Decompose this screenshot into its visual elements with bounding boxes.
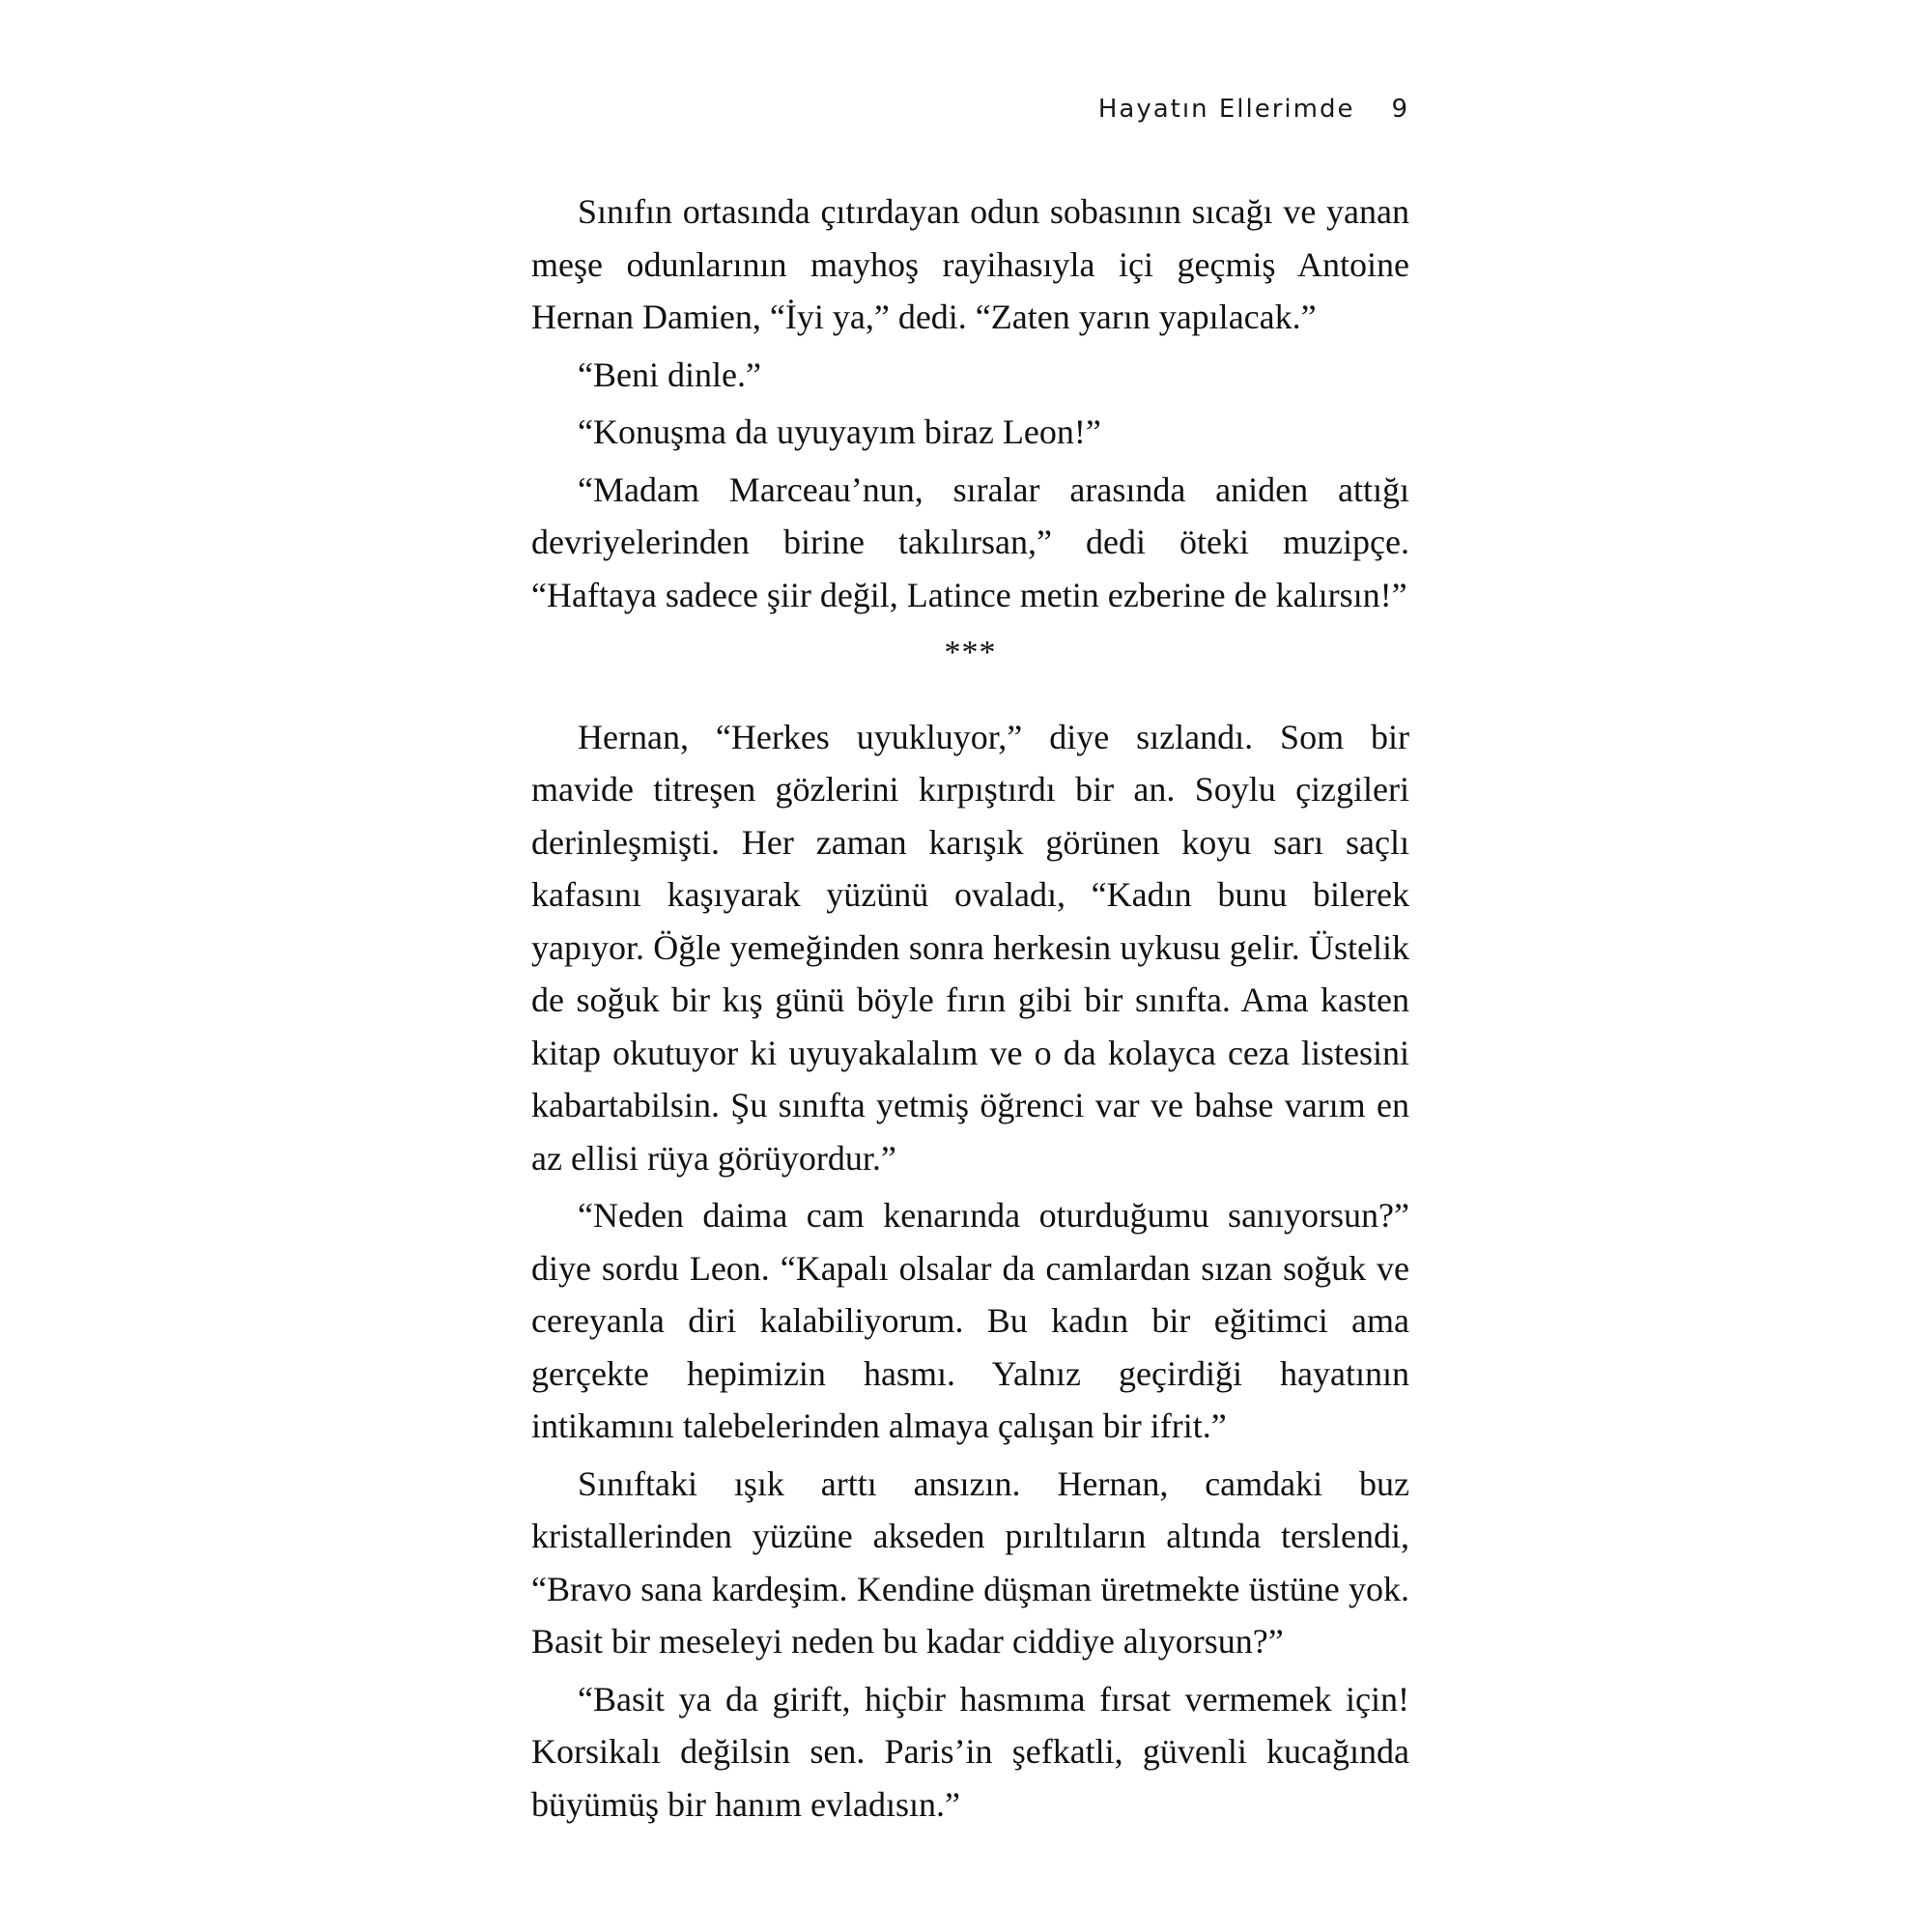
body-text: [531, 185, 1409, 1835]
scene-break: ***: [944, 635, 997, 670]
paragraph: “Beni dinle.”: [578, 355, 761, 394]
paragraph: “Madam Marceau’nun, sıralar arasında aniden attığı devriyelerinden birine takılırsan,” dedi öteki muzipçe. “Haftaya sadece şiir değil, Latince metin ezberine de kalırsın!”: [531, 469, 1409, 614]
book-title: Hayatın Ellerimde: [1097, 95, 1355, 124]
paragraph: Sınıfın ortasında çıtırdayan odun sobasının sıcağı ve yanan meşe odunlarının mayhoş rayihasıyla içi geçmiş Antoine Hernan Damien, “İyi ya,” dedi. “Zaten yarın yapılacak.”: [531, 192, 1409, 336]
running-header: [1043, 95, 1409, 124]
paragraph: Sınıftaki ışık arttı ansızın. Hernan, camdaki buz kristallerinden yüzüne akseden pırıltıların altında terslendi, “Bravo sana kardeşim. Kendine düşman üretmekte üstüne yok. Basit bir meseleyi neden bu kadar ciddiye alıyorsun?”: [531, 1463, 1409, 1661]
paragraph: “Neden daima cam kenarında oturduğumu sanıyorsun?” diye sordu Leon. “Kapalı olsalar da camlardan sızan soğuk ve cereyanla diri kalabiliyorum. Bu kadın bir eğitimci ama gerçekte hepimizin hasmı. Yalnız geçirdiği hayatının intikamını talebelerinden almaya çalışan bir ifrit.”: [531, 1196, 1409, 1445]
paragraph: “Konuşma da uyuyayım biraz Leon!”: [578, 412, 1101, 451]
paragraph: Hernan, “Herkes uyukluyor,” diye sızlandı. Som bir mavide titreşen gözlerini kırpıştırdı bir an. Soylu çizgileri derinleşmişti. Her zaman karışık görünen koyu sarı saçlı kafasını kaşıyarak yüzünü ovaladı, “Kadın bunu bilerek yapıyor. Öğle yemeğinden sonra herkesin uykusu gelir. Üstelik de soğuk bir kış günü böyle fırın gibi bir sınıfta. Ama kasten kitap okutuyor ki uyuyakalalım ve o da kolayca ceza listesini kabartabilsin. Şu sınıfta yetmiş öğrenci var ve bahse varım en az ellisi rüya görüyordur.”: [531, 717, 1409, 1178]
paragraph: “Basit ya da girift, hiçbir hasmıma fırsat vermemek için! Korsikalı değilsin sen. Paris’in şefkatli, güvenli kucağında büyümüş bir hanım evladısın.”: [531, 1679, 1409, 1824]
page-number: 9: [1391, 95, 1409, 124]
